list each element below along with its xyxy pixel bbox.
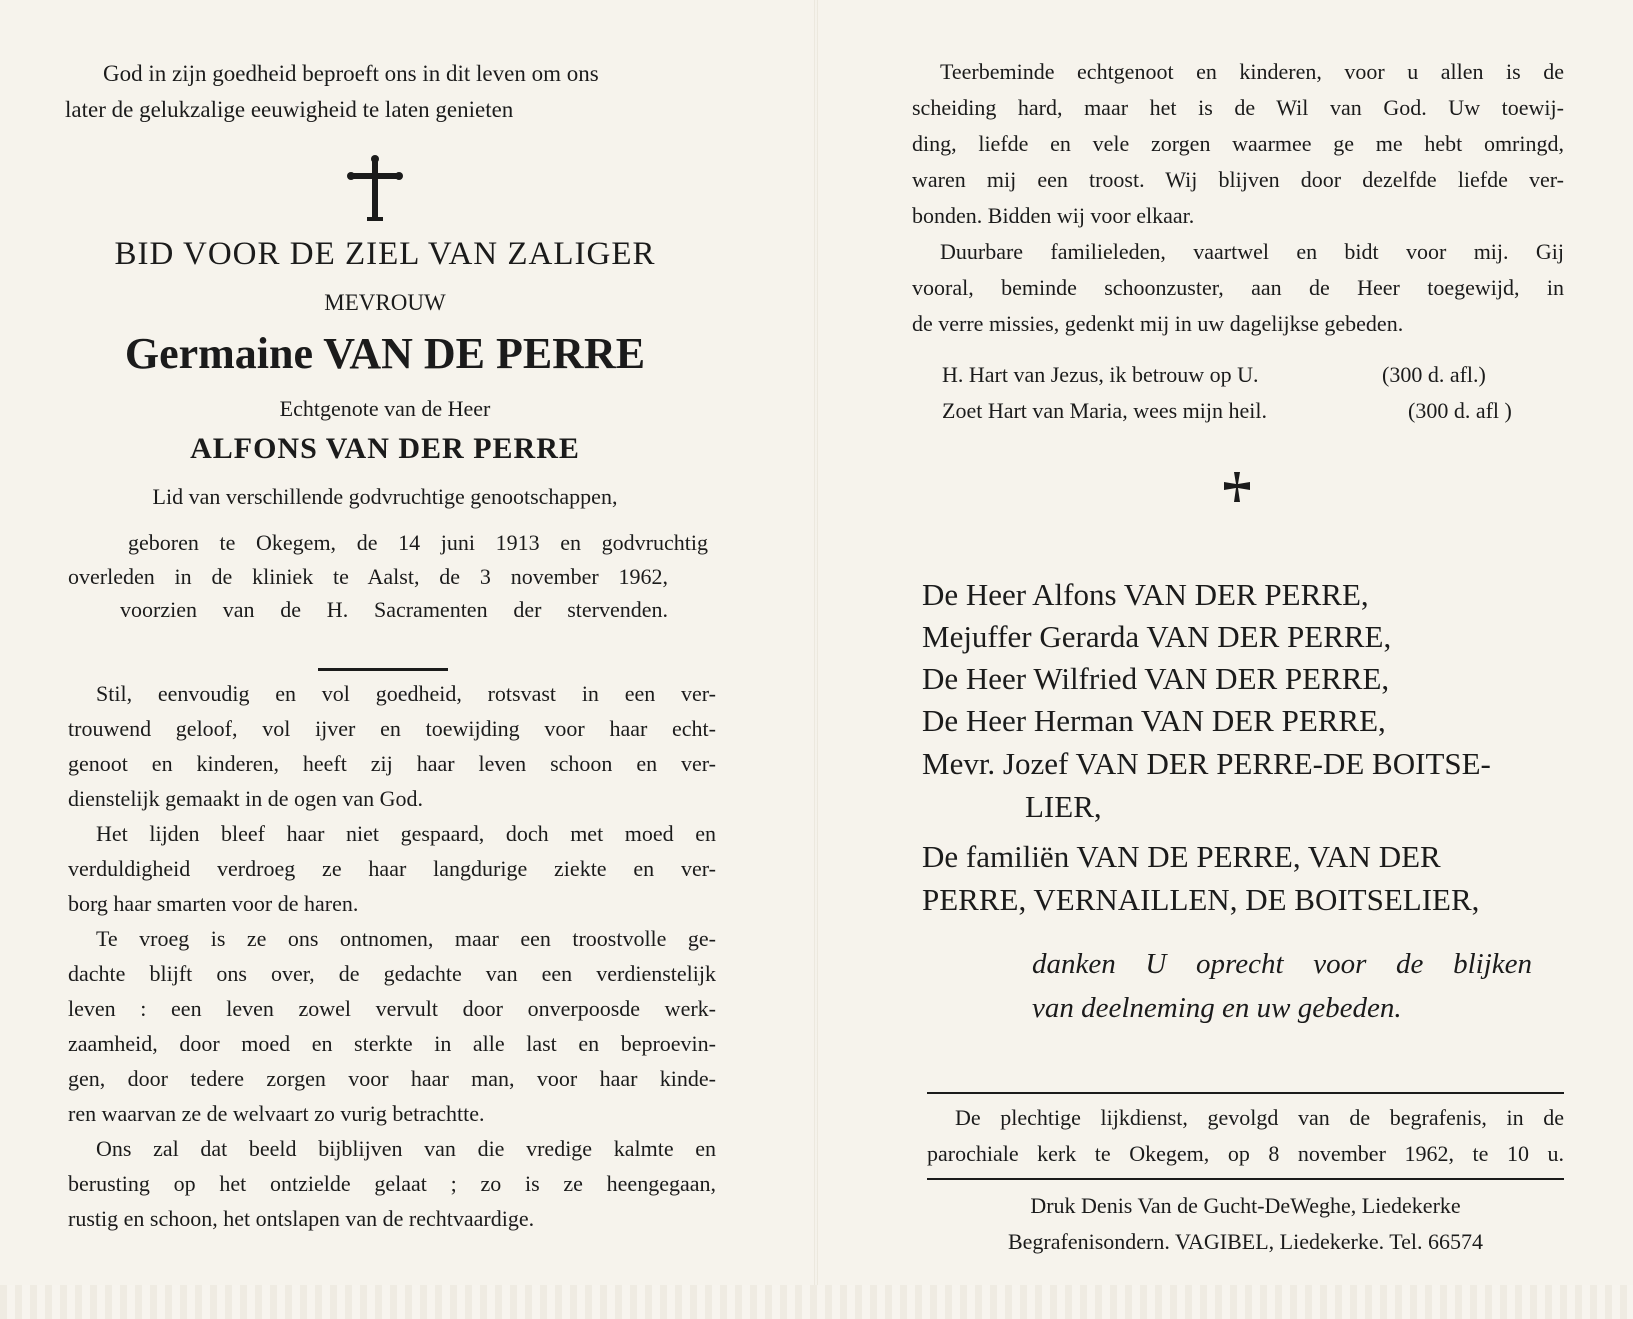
- family-member-continued: LIER,: [1025, 789, 1102, 824]
- title-mevrouw: MEVROUW: [324, 290, 446, 315]
- divider: [318, 668, 448, 671]
- printer-credit: [927, 1188, 1564, 1260]
- latin-cross-icon: [345, 155, 405, 225]
- eulogy-paragraph: [68, 676, 716, 816]
- scan-edge: [0, 1285, 1633, 1319]
- divider: [927, 1092, 1564, 1094]
- intro-verse: [65, 56, 705, 128]
- text-line: de verre missies, gedenkt mij in uw dagelijkse gebeden.: [912, 311, 1404, 336]
- cross-pattee-icon: [1220, 470, 1254, 504]
- prayer-heading: BID VOOR DE ZIEL VAN ZALIGER: [114, 236, 656, 272]
- family-member: De Heer Herman VAN DER PERRE,: [922, 703, 1386, 738]
- family-member: De Heer Wilfried VAN DER PERRE,: [922, 661, 1390, 696]
- text-line: Stil, eenvoudig en vol goedheid, rotsvast in een ver-: [96, 681, 716, 706]
- membership-line: Lid van verschillende godvruchtige genootschappen,: [152, 484, 618, 509]
- page-fold: [814, 0, 818, 1319]
- text-line: Duurbare familieleden, vaartwel en bidt voor mij. Gij: [940, 239, 1564, 264]
- text-line: De plechtige lijkdienst, gevolgd van de begrafenis, in de: [955, 1105, 1564, 1130]
- text-line: waren mij een troost. Wij blijven door dezelfde liefde ver-: [912, 167, 1564, 192]
- birth-line: geboren te Okegem, de 14 juni 1913 en godvruchtig: [128, 530, 708, 555]
- text-line: verduldigheid verdroeg ze haar langdurige ziekte en ver-: [68, 856, 716, 881]
- family-member: Mejuffer Gerarda VAN DER PERRE,: [922, 619, 1392, 654]
- family-member: De familiën VAN DE PERRE, VAN DER: [922, 839, 1441, 874]
- funeral-notice: [927, 1100, 1564, 1172]
- spouse-name: ALFONS VAN DER PERRE: [190, 432, 580, 465]
- text-line: Het lijden bleef haar niet gespaard, doch met moed en: [96, 821, 716, 846]
- prayer-line: H. Hart van Jezus, ik betrouw op U.: [942, 362, 1259, 387]
- text-line: leven : een leven zowel vervult door onverpoosde werk-: [68, 996, 716, 1021]
- intro-line: God in zijn goedheid beproeft ons in dit leven om ons: [103, 61, 599, 86]
- eulogy-paragraph: [68, 921, 716, 1131]
- eulogy-paragraph: [68, 816, 716, 921]
- deceased-name: Germaine VAN DE PERRE: [124, 329, 646, 378]
- text-line: scheiding hard, maar het is de Wil van God. Uw toewij-: [912, 95, 1564, 120]
- text-line: gen, door tedere zorgen voor haar man, voor haar kinde-: [68, 1066, 716, 1091]
- death-line: overleden in de kliniek te Aalst, de 3 november 1962,: [68, 564, 668, 589]
- family-member: Mevr. Jozef VAN DER PERRE-DE BOITSE-: [922, 746, 1491, 781]
- text-line: dienstelijk gemaakt in de ogen van God.: [68, 786, 423, 811]
- thanks-line: danken U oprecht voor de blijken: [1032, 948, 1532, 980]
- farewell-paragraph: [912, 54, 1564, 234]
- text-line: trouwend geloof, vol ijver en toewijding voor haar echt-: [68, 716, 716, 741]
- farewell-paragraph: [912, 234, 1564, 342]
- eulogy-paragraph: [68, 1131, 716, 1236]
- text-line: Ons zal dat beeld bijblijven van die vredige kalmte en: [96, 1136, 716, 1161]
- indulgence: (300 d. afl.): [1382, 362, 1486, 387]
- spouse-intro: Echtgenote van de Heer: [279, 396, 491, 421]
- text-line: vooral, beminde schoonzuster, aan de Heer toegewijd, in: [912, 275, 1564, 300]
- family-member-continued: PERRE, VERNAILLEN, DE BOITSELIER,: [922, 882, 1480, 917]
- family-member: De Heer Alfons VAN DER PERRE,: [922, 577, 1369, 612]
- sacraments-line: voorzien van de H. Sacramenten der stervenden.: [120, 597, 668, 622]
- text-line: Begrafenisondern. VAGIBEL, Liedekerke. Tel. 66574: [1007, 1229, 1483, 1254]
- text-line: Teerbeminde echtgenoot en kinderen, voor u allen is de: [940, 59, 1564, 84]
- text-line: zaamheid, door moed en sterkte in alle last en beproevin-: [68, 1031, 716, 1056]
- divider: [927, 1178, 1564, 1180]
- text-line: ren waarvan ze de welvaart zo vurig betrachtte.: [68, 1101, 485, 1126]
- text-line: rustig en schoon, het ontslapen van de rechtvaardige.: [68, 1206, 535, 1231]
- text-line: bonden. Bidden wij voor elkaar.: [912, 203, 1195, 228]
- text-line: genoot en kinderen, heeft zij haar leven schoon en ver-: [68, 751, 716, 776]
- text-line: borg haar smarten voor de haren.: [68, 891, 359, 916]
- text-line: dachte blijft ons over, de gedachte van een verdienstelijk: [68, 961, 716, 986]
- text-line: ding, liefde en vele zorgen waarmee ge me hebt omringd,: [912, 131, 1564, 156]
- indulgence: (300 d. afl ): [1408, 398, 1512, 423]
- text-line: Te vroeg is ze ons ontnomen, maar een troostvolle ge-: [96, 926, 716, 951]
- prayer-line: Zoet Hart van Maria, wees mijn heil.: [942, 398, 1268, 423]
- text-line: berusting op het ontzielde gelaat ; zo is ze heengegaan,: [68, 1171, 716, 1196]
- thanks-line: van deelneming en uw gebeden.: [1032, 992, 1402, 1024]
- text-line: parochiale kerk te Okegem, op 8 november 1962, te 10 u.: [927, 1141, 1564, 1166]
- intro-line: later de gelukzalige eeuwigheid te laten genieten: [65, 97, 514, 122]
- text-line: Druk Denis Van de Gucht-DeWeghe, Liedekerke: [1030, 1193, 1461, 1218]
